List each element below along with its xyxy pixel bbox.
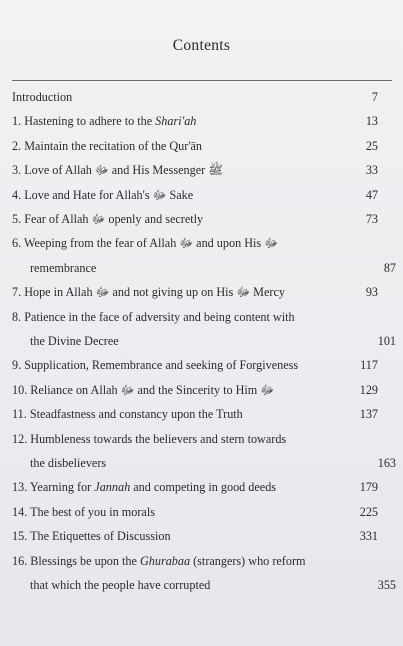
toc-entry-number: 12.	[12, 431, 31, 446]
toc-entry-text-cont: and competing in good deeds	[130, 480, 277, 495]
toc-entry-number: 1.	[12, 114, 25, 129]
toc-entry	[12, 158, 392, 182]
toc-entry	[12, 85, 392, 109]
toc-entry-number: 2.	[12, 138, 25, 153]
toc-entry-continuation	[12, 573, 403, 597]
toc-entry	[12, 427, 392, 451]
toc-entry-text: Hope in Allah ﷻ and not giving up on His ﷻ Mercy	[24, 285, 285, 300]
toc-entry	[12, 305, 392, 329]
toc-entry-text: The Etiquettes of Discussion	[30, 529, 171, 544]
toc-page-number: 47	[365, 187, 378, 202]
toc-entry	[12, 475, 392, 499]
toc-page-number: 73	[365, 212, 378, 226]
toc-page-number: 225	[359, 504, 378, 519]
toc-entry-text: Reliance on Allah ﷻ and the Sincerity to Him ﷻ	[30, 382, 275, 397]
toc-entry-title	[12, 236, 278, 250]
toc-page-number: 93	[365, 285, 378, 300]
toc-entry-text-line2: the Divine Decree	[30, 334, 119, 348]
toc-entry-text: Patience in the face of adversity and being content with	[24, 309, 295, 324]
toc-page-number: 137	[359, 407, 378, 422]
toc-entry-text: Weeping from the fear of Allah ﷻ and upon His ﷻ	[23, 236, 278, 251]
toc-entry-number: 7.	[12, 285, 25, 300]
toc-entry-title	[12, 383, 274, 397]
toc-entry	[12, 231, 392, 255]
toc-entry-italic-term: Shari'ah	[155, 114, 197, 129]
toc-entry-number: 16.	[12, 553, 31, 568]
toc-entry-number: 3.	[12, 163, 25, 178]
toc-entry	[12, 109, 392, 133]
page-title: Contents	[172, 37, 231, 54]
toc-entry	[12, 549, 392, 573]
toc-entry-text: The best of you in morals	[30, 504, 155, 519]
toc-page-number: 101	[377, 334, 396, 348]
toc-entry-title	[12, 432, 286, 446]
toc-entry-number: 10.	[12, 382, 31, 397]
toc-entry-number: 4.	[12, 187, 25, 202]
toc-page-number: 179	[359, 480, 378, 495]
toc-entry-title	[12, 407, 243, 421]
toc-entry-number: 8.	[12, 309, 25, 324]
toc-entry-title	[12, 188, 193, 202]
toc-entry-number: 14.	[12, 504, 31, 519]
toc-page-number: 25	[365, 138, 378, 153]
toc-entry	[12, 378, 392, 402]
toc-entry	[12, 183, 392, 207]
toc-entry-title	[12, 480, 276, 494]
toc-entry	[12, 134, 392, 158]
title-divider	[12, 80, 392, 81]
toc-entry-title	[12, 358, 298, 372]
toc-entry-number: 11.	[12, 407, 30, 422]
toc-entry-title	[12, 285, 285, 299]
toc-entry	[12, 207, 392, 231]
toc-entry-title	[12, 310, 295, 324]
toc-entry-text: Supplication, Remembrance and seeking of Forgiveness	[24, 358, 299, 373]
toc-entry-number: 9.	[12, 358, 25, 373]
toc-entry	[12, 500, 392, 524]
toc-page-number: 355	[377, 578, 396, 592]
toc-page-number: 163	[377, 456, 396, 470]
toc-entry-italic-term: Ghurabaa	[139, 553, 191, 568]
toc-entry-text: Fear of Allah ﷻ openly and secretly	[24, 212, 204, 226]
toc-entry-title	[12, 90, 72, 104]
toc-entry-text: Blessings be upon the	[30, 553, 140, 568]
toc-entry	[12, 402, 392, 426]
toc-page-number: 117	[360, 358, 378, 373]
toc-entry-continuation	[12, 329, 403, 353]
toc-entry-text: Introduction	[12, 90, 73, 104]
toc-entry-title	[12, 212, 203, 226]
toc-entry-number: 13.	[12, 480, 30, 495]
toc-entry-text-line2: that which the people have corrupted	[30, 578, 211, 592]
toc-entry-italic-term: Jannah	[94, 480, 131, 495]
toc-entry-text: Humbleness towards the believers and stern towards	[30, 431, 287, 446]
toc-page-number: 129	[359, 382, 378, 397]
toc-entry-text: Love and Hate for Allah's ﷻ Sake	[24, 187, 194, 202]
toc-entry-title	[12, 529, 171, 543]
toc-entry-text-line2: the disbelievers	[30, 456, 107, 470]
toc-entry-text: Steadfastness and constancy upon the Truth	[29, 407, 243, 422]
toc-entry-number: 15.	[12, 529, 31, 544]
toc-entry	[12, 353, 392, 377]
toc-page-number: 13	[365, 114, 378, 129]
toc-entry-text: Hastening to adhere to the	[24, 114, 156, 129]
toc-entry-text: Maintain the recitation of the Qur'ān	[24, 138, 203, 153]
toc-entry	[12, 524, 392, 548]
toc-entry-number: 5.	[12, 212, 25, 226]
toc-entry	[12, 280, 392, 304]
toc-entry-title	[12, 505, 155, 519]
toc-entry-text-line2: remembrance	[30, 260, 97, 275]
toc-entry-number: 6.	[12, 236, 24, 251]
toc-entry-continuation	[12, 451, 403, 475]
toc-entry-text: Love of Allah ﷻ and His Messenger ﷺ	[24, 163, 223, 178]
toc-entry-title	[12, 139, 202, 153]
toc-page-number: 87	[383, 260, 396, 275]
toc-page-number: 33	[365, 163, 378, 178]
toc-entry-continuation	[12, 256, 403, 280]
toc-page-number: 331	[359, 529, 378, 544]
toc-entry-title	[12, 163, 223, 177]
toc-entry-text-cont: (strangers) who reform	[190, 553, 306, 568]
toc-entry-text: Yearning for	[29, 480, 95, 495]
toc-page-number: 7	[371, 90, 378, 104]
toc-entry-title	[12, 554, 305, 568]
toc-entry-title	[12, 114, 196, 128]
